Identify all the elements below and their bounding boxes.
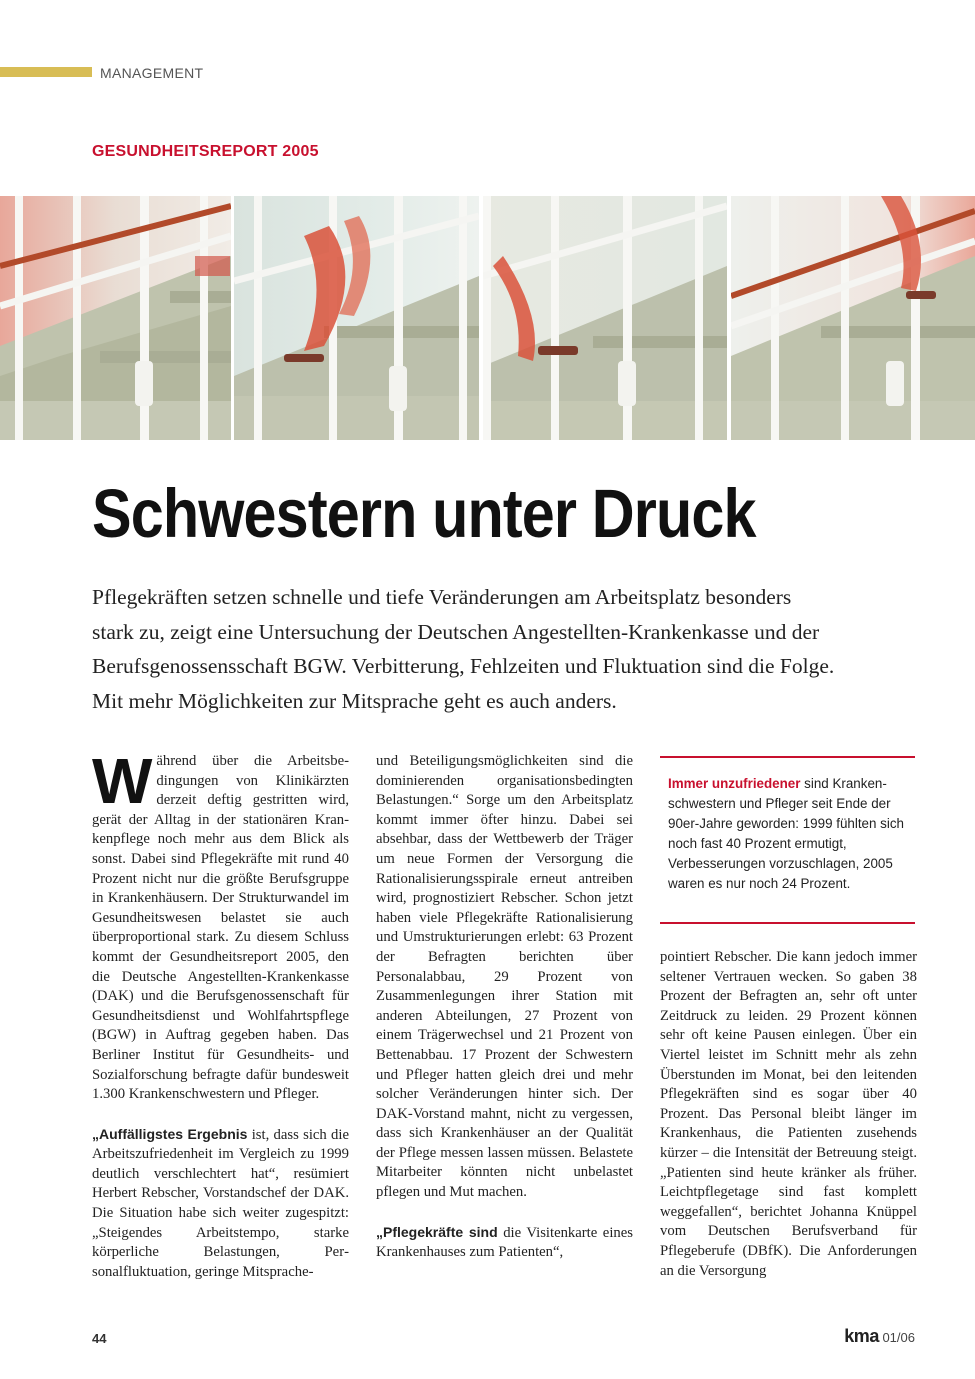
section-label: MANAGEMENT: [100, 65, 204, 81]
paragraph-text: ist, dass sich die Arbeitszufriedenheit im Vergleich zu 1999 deutlich verschlechtert hat“, resümiert Herbert Rebscher, Vorstandschef der DAK. Die Situation habe sich weiter zugespitzt: „Steigendes Arbeitstempo, starke körperliche Belastungen, Personalfluktuation, geringe Mitsprache-: [92, 1126, 349, 1280]
paragraph: [92, 1125, 349, 1283]
photo-panel-3: [483, 196, 727, 440]
paragraph-text: pointiert Rebscher. Die kann jedoch immer seltener Vertrauen wecken. So gaben 38 Prozent der Befragten an, sehr oft unter Zeitdruck zu leiden. 29 Prozent können sehr oft keine Pausen einlegen. Über ein Viertel leistet im Schnitt mehr als zehn Überstunden im Monat, bei den leitenden Pflegekräften sind es sogar über 40 Prozent. Das Personal bleibt länger im Krankenhaus, die Patienten zusehends kürzer – die Intensität der Betreuung steigt. „Patienten sind heute kränker als früher. Leichtpflegetage sind fast komplett weggefallen“, berichtet Johanna Knüppel vom Deutschen Berufsverband für Pflegeberufe (DBfK). Die Anforderungen an die Versorgung: [660, 949, 917, 1279]
lead-line: Pflegekräften setzen schnelle und tiefe Veränderungen am Arbeitsplatz besonders: [92, 585, 792, 609]
page-number: 44: [92, 1331, 107, 1346]
drop-cap: W: [92, 745, 153, 817]
pull-quote-text: [668, 774, 907, 894]
photo-panel-1: [0, 196, 231, 440]
paragraph: [660, 948, 917, 1281]
photo-panel-4: [731, 196, 975, 440]
article-column-3: [660, 948, 917, 1281]
lead-line: stark zu, zeigt eine Untersuchung der Deutschen Angestellten-Krankenkasse und der: [92, 619, 820, 644]
staircase-photo-strip: [0, 196, 975, 440]
pull-quote-box: [660, 756, 915, 924]
article-lead: [92, 580, 922, 718]
magazine-logo: kma: [844, 1326, 879, 1346]
article-column-2: [376, 752, 633, 1263]
section-accent-bar: [0, 67, 92, 77]
pull-quote-highlight: Immer unzufriedener: [668, 776, 801, 791]
footer-magazine-issue: [844, 1326, 915, 1347]
photo-panel-2: [234, 196, 479, 440]
paragraph-text: und Beteiligungsmöglichkeiten sind die dominierenden organisationsbedingten Belastungen.“ Sorge um den Arbeitsplatz kommt immer öfter hinzu. Dabei sei absehbar, dass der Wettbewerb der Träger um neue Formen der Versorgung die Rationalisierungsspirale erneut antreiben wird, prognostiziert Rebscher. Schon jetzt haben viele Pflegekräfte Rationalisierung und Umstrukturierungen erlebt: 63 Prozent der Befragten berichten über Personalabbau, 29 Prozent von Zusammenlegungen ihrer Station mit anderen Abteilungen, 27 Prozent von einem Trägerwechsel und 21 Prozent von Bettenabbau. 17 Prozent der Schwestern und Pfleger hatten gleich drei und mehr solcher Veränderungen hinter sich. Der DAK-Vorstand mahnt, nicht zu vergessen, dass sich Krankenhäuser an der Qualität der Pflege messen lassen müssen. Belastete Mitarbeiter könnten nicht unbelastet pflegen und Mut machen.: [376, 753, 633, 1201]
issue-number: 01/06: [882, 1330, 915, 1345]
pull-quote-body: sind Krankenschwestern und Pfleger seit Ende der 90er-Jahre geworden: 1999 fühlten sich noch fast 40 Prozent ermutigt, Verbesserungen vorzuschlagen, 2005 waren es nur noch 24 Prozent.: [668, 776, 904, 891]
paragraph-text: ährend über die Arbeitsbedingungen von Klinikärzten derzeit deftig gestritten wird, gerät der Alltag in der stationären Krankenpflege noch mehr aus dem Blick als sonst. Dabei sind Pflegekräfte mit rund 40 Prozent nicht nur die größte Berufsgruppe in Krankenhäusern. Der Strukturwandel im Gesundheitswesen belastet sie auch überproportional stark. Zu diesem Schluss kommt der Gesundheitsreport 2005, den die Deutsche Angestellten-Krankenkasse (DAK) und die Berufsgenossenschaft für Gesundheitsdienst und Wohlfahrtspflege (BGW) in Auftrag gegeben haben. Das Berliner Institut für Gesundheits- und Sozialforschung befragte dafür bundesweit 1.300 Krankenschwestern und Pfleger.: [92, 753, 349, 1103]
article-column-1: [92, 745, 349, 1282]
paragraph: [376, 1223, 633, 1263]
article-kicker: GESUNDHEITSREPORT 2005: [92, 143, 319, 160]
run-in-heading: „Pflegekräfte sind: [376, 1223, 498, 1240]
paragraph-text: die Visitenkarte eines Krankenhauses zum Patienten“,: [376, 1224, 633, 1261]
paragraph: [376, 752, 633, 1203]
paragraph: [92, 745, 349, 1105]
article-headline: Schwestern unter Druck: [92, 475, 756, 552]
run-in-heading: „Auffälligstes Ergebnis: [92, 1125, 248, 1142]
lead-line: Berufsgenossensschaft BGW. Verbitterung, Fehlzeiten und Fluktuation sind die Folge.: [92, 654, 835, 678]
lead-line: Mit mehr Möglichkeiten zur Mitsprache geht es auch anders.: [92, 688, 617, 713]
